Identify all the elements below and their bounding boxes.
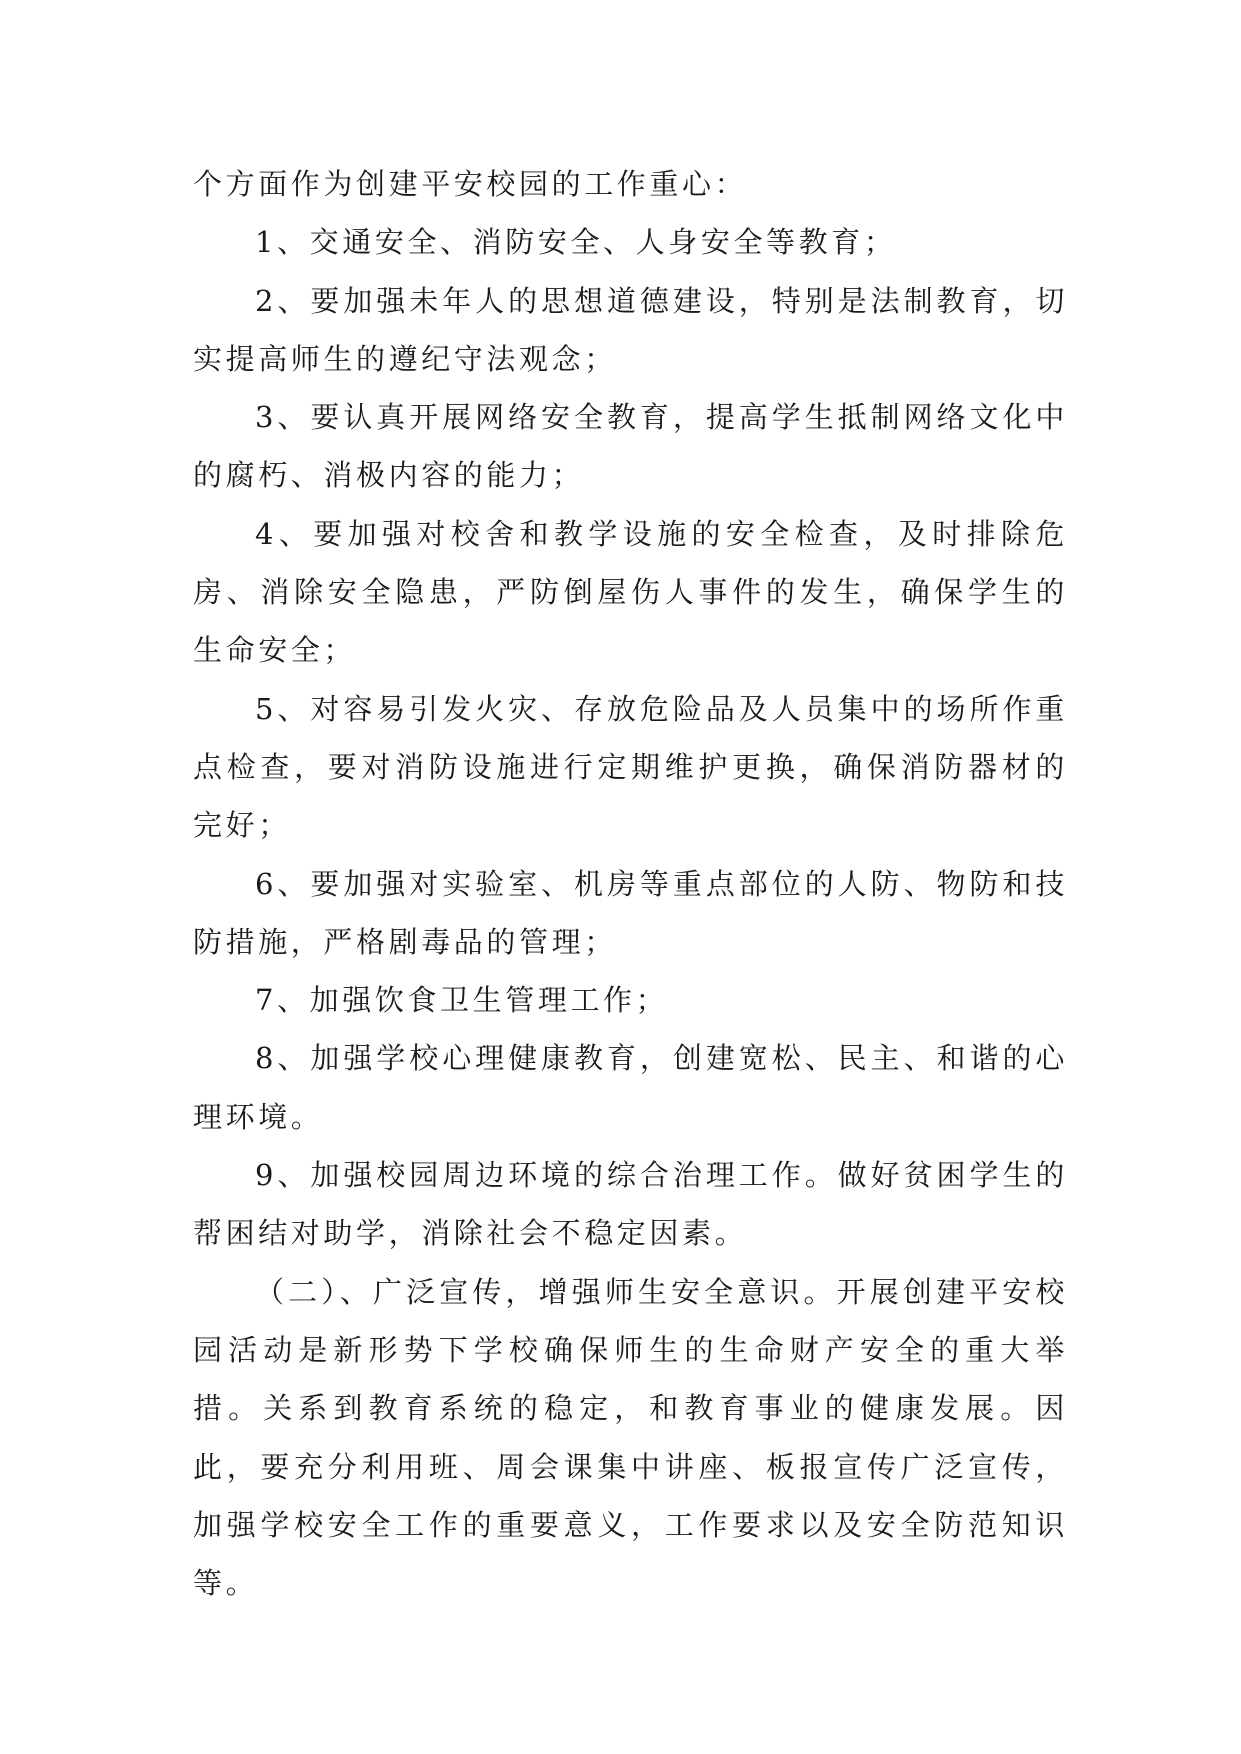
list-item-5: 5、对容易引发火灾、存放危险品及人员集中的场所作重点检查，要对消防设施进行定期维护更换，确保消防器材的完好； [193, 691, 1068, 843]
document-body [193, 155, 1068, 1612]
list-item-7: 7、加强饮食卫生管理工作； [255, 983, 669, 1018]
list-item-4: 4、要加强对校舍和教学设施的安全检查，及时排除危房、消除安全隐患，严防倒屋伤人事件的发生，确保学生的生命安全； [193, 516, 1068, 668]
list-item-2: 2、要加强未年人的思想道德建设，特别是法制教育，切实提高师生的遵纪守法观念； [193, 283, 1068, 376]
section-two-paragraph: （二）、广泛宣传，增强师生安全意识。开展创建平安校园活动是新形势下学校确保师生的生命财产安全的重大举措。关系到教育系统的稳定，和教育事业的健康发展。因此，要充分利用班、周会课集中讲座、板报宣传广泛宣传，加强学校安全工作的重要意义，工作要求以及安全防范知识等。 [193, 1274, 1068, 1601]
list-item-1: 1、交通安全、消防安全、人身安全等教育； [255, 225, 897, 260]
paragraph-intro: 个方面作为创建平安校园的工作重心： [193, 167, 748, 201]
list-item-3: 3、要认真开展网络安全教育，提高学生抵制网络文化中的腐朽、消极内容的能力； [193, 400, 1068, 493]
list-item-6: 6、要加强对实验室、机房等重点部位的人防、物防和技防措施，严格剧毒品的管理； [193, 866, 1068, 959]
list-item-8: 8、加强学校心理健康教育，创建宽松、民主、和谐的心理环境。 [193, 1041, 1068, 1134]
list-item-9: 9、加强校园周边环境的综合治理工作。做好贫困学生的帮困结对助学，消除社会不稳定因素。 [193, 1158, 1068, 1251]
